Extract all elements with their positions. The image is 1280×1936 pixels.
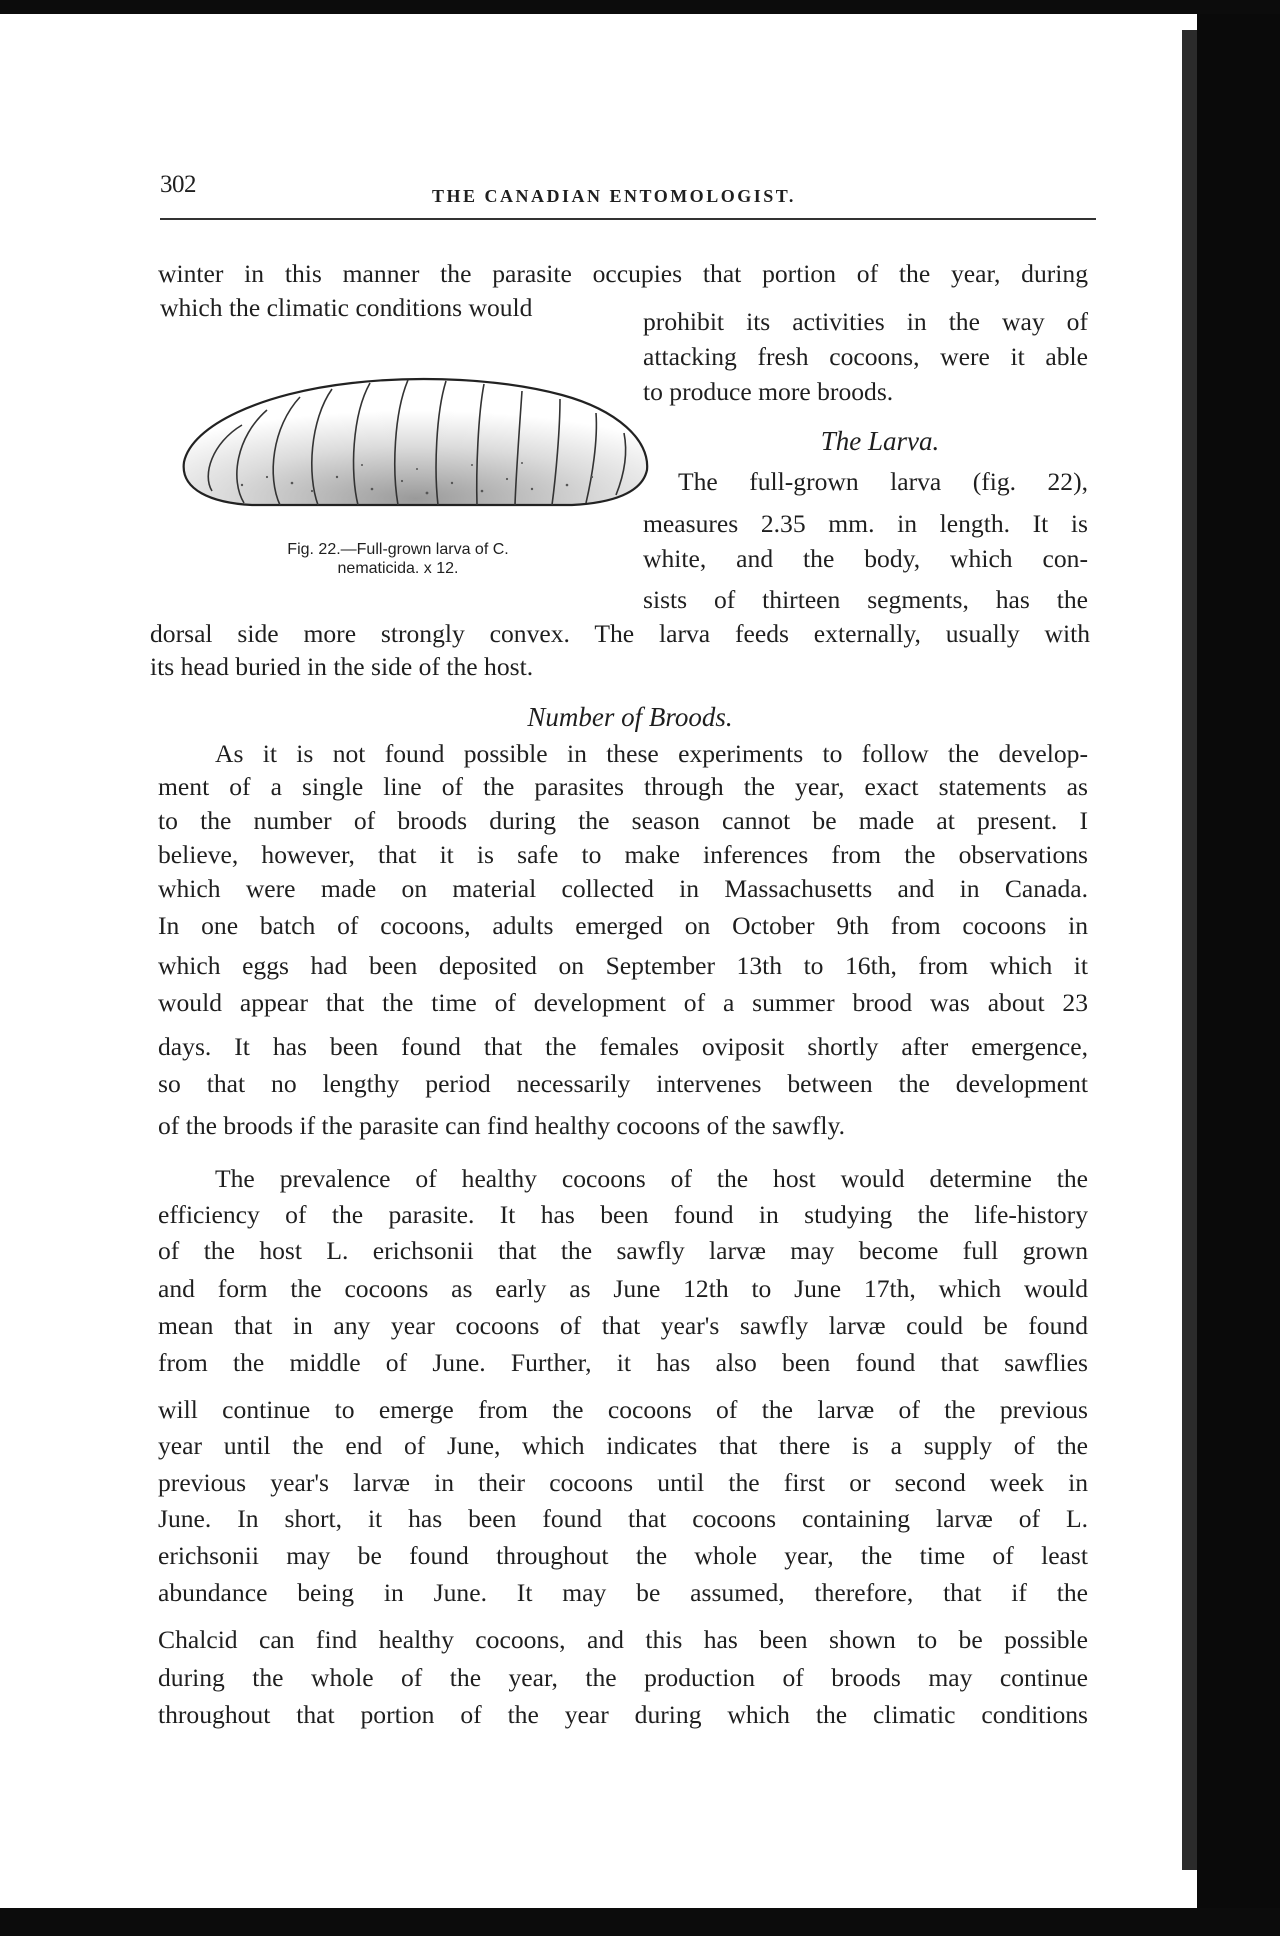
- text-line: so that no lengthy period necessarily intervenes between the development: [158, 1069, 1088, 1098]
- text-line: efficiency of the parasite. It has been found in studying the life-history: [158, 1200, 1088, 1229]
- page-number: 302: [160, 171, 196, 198]
- section-heading-larva: The Larva.: [820, 426, 940, 456]
- larva-illustration-icon: [172, 365, 657, 535]
- page-gutter-shadow: [1182, 30, 1197, 1870]
- text-line: to produce more broods.: [643, 377, 894, 406]
- text-line: which were made on material collected in Massachusetts and in Canada.: [158, 874, 1088, 903]
- text-line: would appear that the time of development of a summer brood was about 23: [158, 988, 1088, 1017]
- text-line: year until the end of June, which indicates that there is a supply of the: [158, 1431, 1088, 1460]
- figure-caption-line1: Fig. 22.—Full-grown larva of C.: [287, 541, 509, 558]
- text-line: The prevalence of healthy cocoons of the host would determine the: [215, 1164, 1088, 1193]
- text-line: previous year's larvæ in their cocoons until the first or second week in: [158, 1468, 1088, 1497]
- text-line: In one batch of cocoons, adults emerged on October 9th from cocoons in: [158, 911, 1088, 940]
- text-line: measures 2.35 mm. in length. It is: [643, 509, 1088, 538]
- text-line: June. In short, it has been found that cocoons containing larvæ of L.: [158, 1504, 1088, 1533]
- text-line: abundance being in June. It may be assumed, therefore, that if the: [158, 1578, 1088, 1607]
- section-heading-broods: Number of Broods.: [527, 702, 733, 732]
- running-head: THE CANADIAN ENTOMOLOGIST.: [432, 186, 796, 206]
- text-line: of the host L. erichsonii that the sawfly larvæ may become full grown: [158, 1236, 1088, 1265]
- text-line: dorsal side more strongly convex. The larva feeds externally, usually with: [150, 619, 1090, 648]
- text-line: from the middle of June. Further, it has also been found that sawflies: [158, 1348, 1088, 1377]
- text-line: which eggs had been deposited on September 13th to 16th, from which it: [158, 951, 1088, 980]
- text-line: during the whole of the year, the production of broods may continue: [158, 1663, 1088, 1692]
- text-line: and form the cocoons as early as June 12th to June 17th, which would: [158, 1274, 1088, 1303]
- text-line: of the broods if the parasite can find healthy cocoons of the sawfly.: [158, 1111, 846, 1140]
- figure-caption-line2: nematicida. x 12.: [337, 560, 459, 577]
- text-line: to the number of broods during the season cannot be made at present. I: [158, 806, 1088, 835]
- text-line: attacking fresh cocoons, were it able: [643, 342, 1088, 371]
- text-line: ment of a single line of the parasites through the year, exact statements as: [158, 772, 1088, 801]
- larva-figure: [172, 365, 657, 535]
- text-line: days. It has been found that the females oviposit shortly after emergence,: [158, 1032, 1088, 1061]
- text-line: The full-grown larva (fig. 22),: [678, 467, 1088, 496]
- text-line: prohibit its activities in the way of: [643, 307, 1088, 336]
- text-line: throughout that portion of the year during which the climatic conditions: [158, 1700, 1088, 1729]
- text-line: mean that in any year cocoons of that year's sawfly larvæ could be found: [158, 1311, 1088, 1340]
- scan-border-bottom: [0, 1908, 1280, 1936]
- text-line: sists of thirteen segments, has the: [643, 585, 1088, 614]
- text-line: winter in this manner the parasite occupies that portion of the year, during: [158, 259, 1088, 288]
- text-line: which the climatic conditions would: [160, 293, 533, 322]
- text-line: As it is not found possible in these experiments to follow the develop-: [215, 739, 1088, 768]
- text-line: Chalcid can find healthy cocoons, and this has been shown to be possible: [158, 1625, 1088, 1654]
- text-line: believe, however, that it is safe to make inferences from the observations: [158, 840, 1088, 869]
- text-line: white, and the body, which con-: [643, 544, 1088, 573]
- scan-border-right: [1197, 14, 1280, 1908]
- header-rule: [160, 218, 1096, 220]
- text-line: erichsonii may be found throughout the whole year, the time of least: [158, 1541, 1088, 1570]
- text-line: its head buried in the side of the host.: [150, 652, 534, 681]
- text-line: will continue to emerge from the cocoons of the larvæ of the previous: [158, 1395, 1088, 1424]
